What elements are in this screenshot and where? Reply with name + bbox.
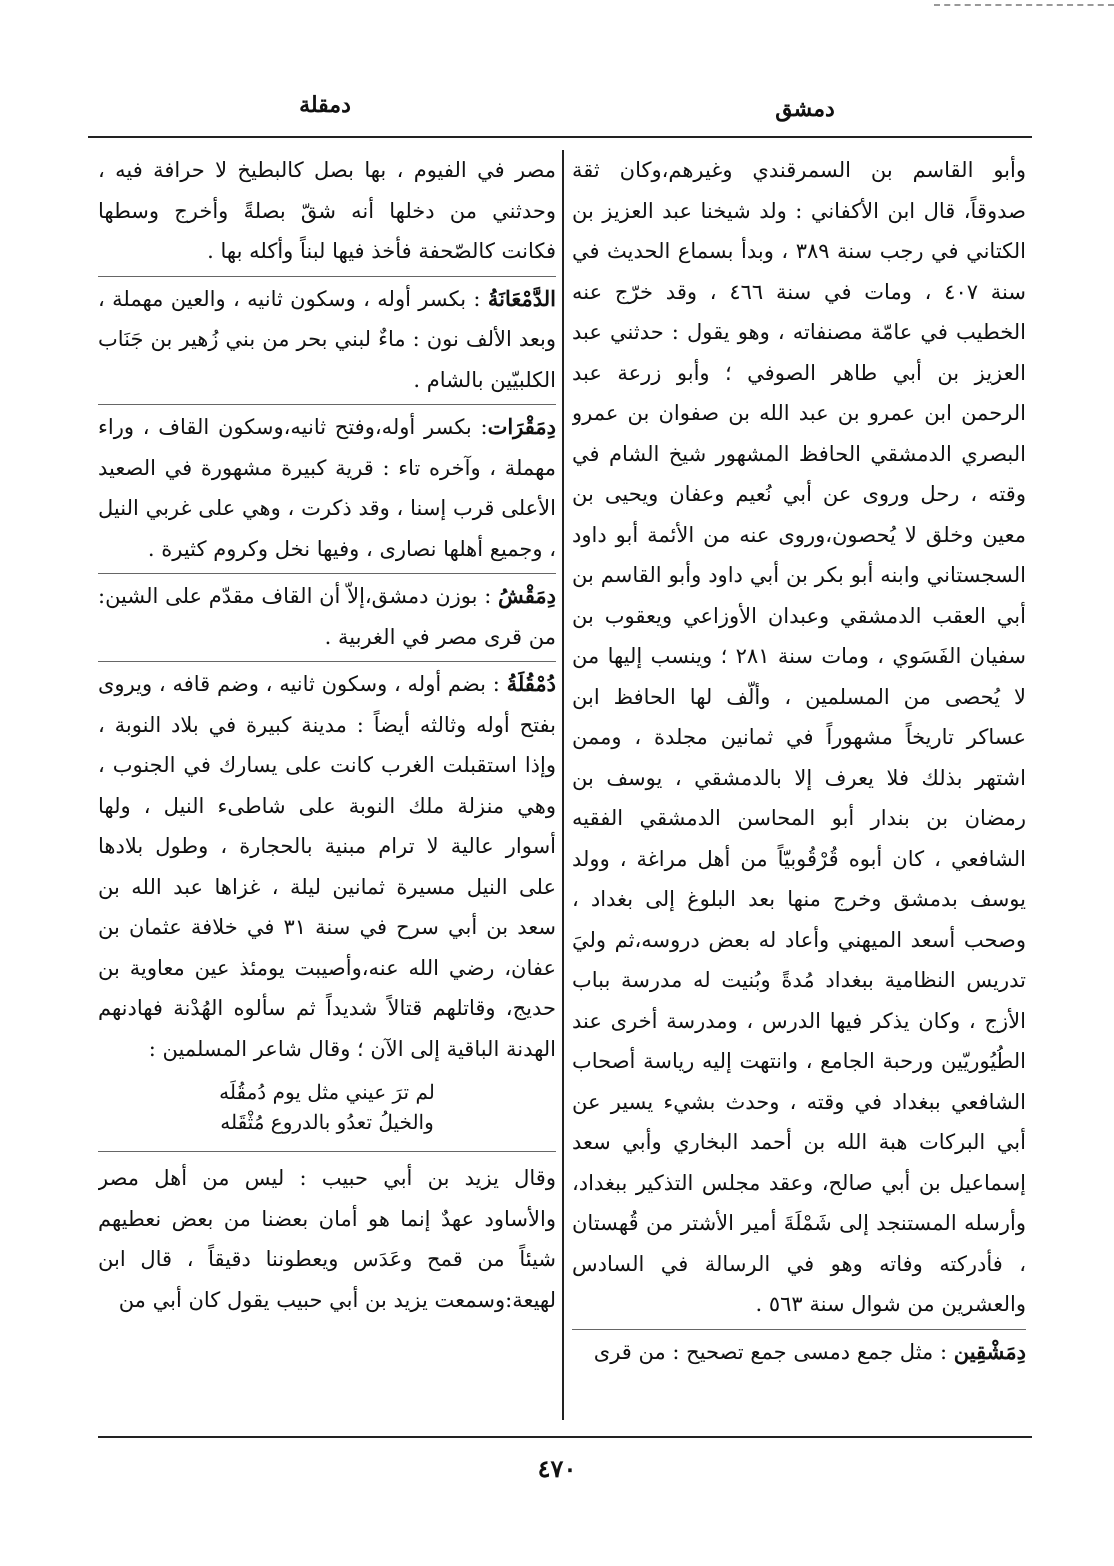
poem-verse [98, 1071, 556, 1152]
running-head-left: دمقلة [299, 92, 351, 118]
poem-line-2: والخيلُ تعدُو بالدروع مُثْقَله [220, 1110, 434, 1134]
entry-text: : بكسر أوله،وفتح ثانيه،وسكون القاف ، وراء مهملة ، وآخره تاء : قرية كبيرة مشهورة في الصعيد الأعلى قرب إسنا ، وقد ذكرت ، وهي على غربي النيل ، وجميع أهلها نصارى ، وفيها نخل وكروم كثيرة . [98, 415, 556, 561]
entry-dimashqin [572, 1332, 1026, 1373]
entry-damaqsh [98, 576, 556, 662]
continuation-paragraph: مصر في الفيوم ، بها بصل كالبطيخ لا حرافة فيه ، وحدثني من دخلها أنه شقّ بصلةً وأخرج وسطها فكانت كالصّحفة فأخذ فيها لبناً وأكله بها . [98, 150, 556, 277]
poem-line-1: لم ترَ عيني مثل يوم دُمقُلَه [219, 1080, 435, 1104]
entry-text: : بكسر أوله ، وسكون ثانيه ، والعين مهملة ، وبعد الألف نون : ماءٌ لبني بحر من بني زُهير بن جَنَاب الكلبيّين بالشام . [98, 286, 556, 392]
footer-rule [98, 1436, 1032, 1438]
running-head-right: دمشق [775, 96, 835, 122]
page-number: ٤٧٠ [537, 1454, 577, 1483]
entry-headword: دِمَقْرَات [487, 414, 556, 439]
entry-damaqrat [98, 407, 556, 574]
right-column [572, 150, 1026, 1430]
entry-text: : بوزن دمشق،إلاّ أن القاف مقدّم على الشين: من قرى مصر في الغربية . [98, 584, 556, 649]
entry-dunqula [98, 664, 556, 1069]
entry-text: : بضم أوله ، وسكون ثانيه ، وضم قافه ، ويروى بفتح أوله وثالثه أيضاً : مدينة كبيرة في بلاد النوبة ، وإذا استقبلت الغرب كانت على يسارك في الجنوب ، وهي منزلة ملك النوبة على شاطىء النيل ، ولها أسوار عالية لا ترام مبنية بالحجارة ، وطول بلادها على النيل مسيرة ثمانين ليلة ، غزاها عبد الله بن سعد بن أبي سرح في سنة ٣١ في خلافة عثمان بن عفان، رضي الله عنه،وأصيبت يومئذ عين معاوية بن حديج، وقاتلهم قتالاً شديداً ثم سألوه الهُدْنة فهادنهم الهدنة الباقية إلى الآن ؛ وقال شاعر المسلمين : [98, 672, 556, 1061]
entry-headword: دُمْقُلَةُ [506, 671, 556, 696]
header-rule [88, 136, 1032, 138]
closing-paragraph: وقال يزيد بن أبي حبيب : ليس من أهل مصر والأساود عهدٌ إنما هو أمان بعضنا من بعض نعطيهم شيئاً من قمح وعَدَس ويعطوننا دقيقاً ، قال ابن لهيعة:وسمعت يزيد بن أبي حبيب يقول كان أبي من [98, 1166, 556, 1312]
entry-damaana [98, 279, 556, 406]
column-divider [562, 150, 564, 1420]
corner-dash [934, 4, 1114, 6]
entry-headword: دِمَشْقِين [953, 1338, 1026, 1364]
left-column [98, 150, 556, 1430]
entry-headword: دِمَقْشُ [498, 583, 556, 608]
dimashq-continuation-paragraph: وأبو القاسم بن السمرقندي وغيرهم،وكان ثقة صدوقاً، قال ابن الأكفاني : ولد شيخنا عبد العزيز بن الكتاني في رجب سنة ٣٨٩ ، وبدأ بسماع الحديث في سنة ٤٠٧ ، ومات في سنة ٤٦٦ ، وقد خرّج عنه الخطيب في عامّة مصنفاته ، وهو يقول : حدثني عبد العزيز بن أبي طاهر الصوفي ؛ وأبو زرعة عبد الرحمن ابن عمرو بن عبد الله بن صفوان بن عمرو البصري الدمشقي الحافظ المشهور شيخ الشام في وقته ، رحل وروى عن أبي نُعيم وعفان ويحيى بن معين وخلق لا يُحصون،وروى عنه من الأئمة أبو داود السجستاني وابنه أبو بكر بن أبي داود وأبو القاسم بن أبي العقب الدمشقي وعبدان الأوزاعي ويعقوب بن سفيان الفَسَوي ، ومات سنة ٢٨١ ؛ وينسب إليها من لا يُحصى من المسلمين ، وألّف لها الحافظ ابن عساكر تاريخاً مشهوراً في ثمانين مجلدة ، وممن اشتهر بذلك فلا يعرف إلا بالدمشقي ، يوسف بن رمضان بن بندار أبو المحاسن الدمشقي الفقيه الشافعي ، كان أبوه قُرْقُوبيّاً من أهل مراغة ، وولد يوسف بدمشق وخرج منها بعد البلوغ إلى بغداد ، وصحب أسعد الميهني وأعاد له بعض دروسه،ثم وليَ تدريس النظامية ببغداد مُدةً وبُنيت له مدرسة بباب الأزج ، وكان يذكر فيها الدرس ، ومدرسة أخرى عند الطُيُوريّين ورحبة الجامع ، وانتهت إليه رياسة أصحاب الشافعي ببغداد في وقته ، وحدث بشيء يسير عن أبي البركات هبة الله بن أحمد البخاري وأبي سعد إسماعيل بن أبي صالح، وعقد مجلس التذكير ببغداد، وأرسله المستنجد إلى شَمْلَةَ أمير الأشتر من قُهستان ، فأدركته وفاته وهو في الرسالة في السادس والعشرين من شوال سنة ٥٦٣ . [572, 150, 1026, 1330]
entry-headword: الدَّمْعَانَةُ [487, 285, 556, 311]
entry-text: : مثل جمع دمسى جمع تصحيح : من قرى [593, 1339, 954, 1364]
